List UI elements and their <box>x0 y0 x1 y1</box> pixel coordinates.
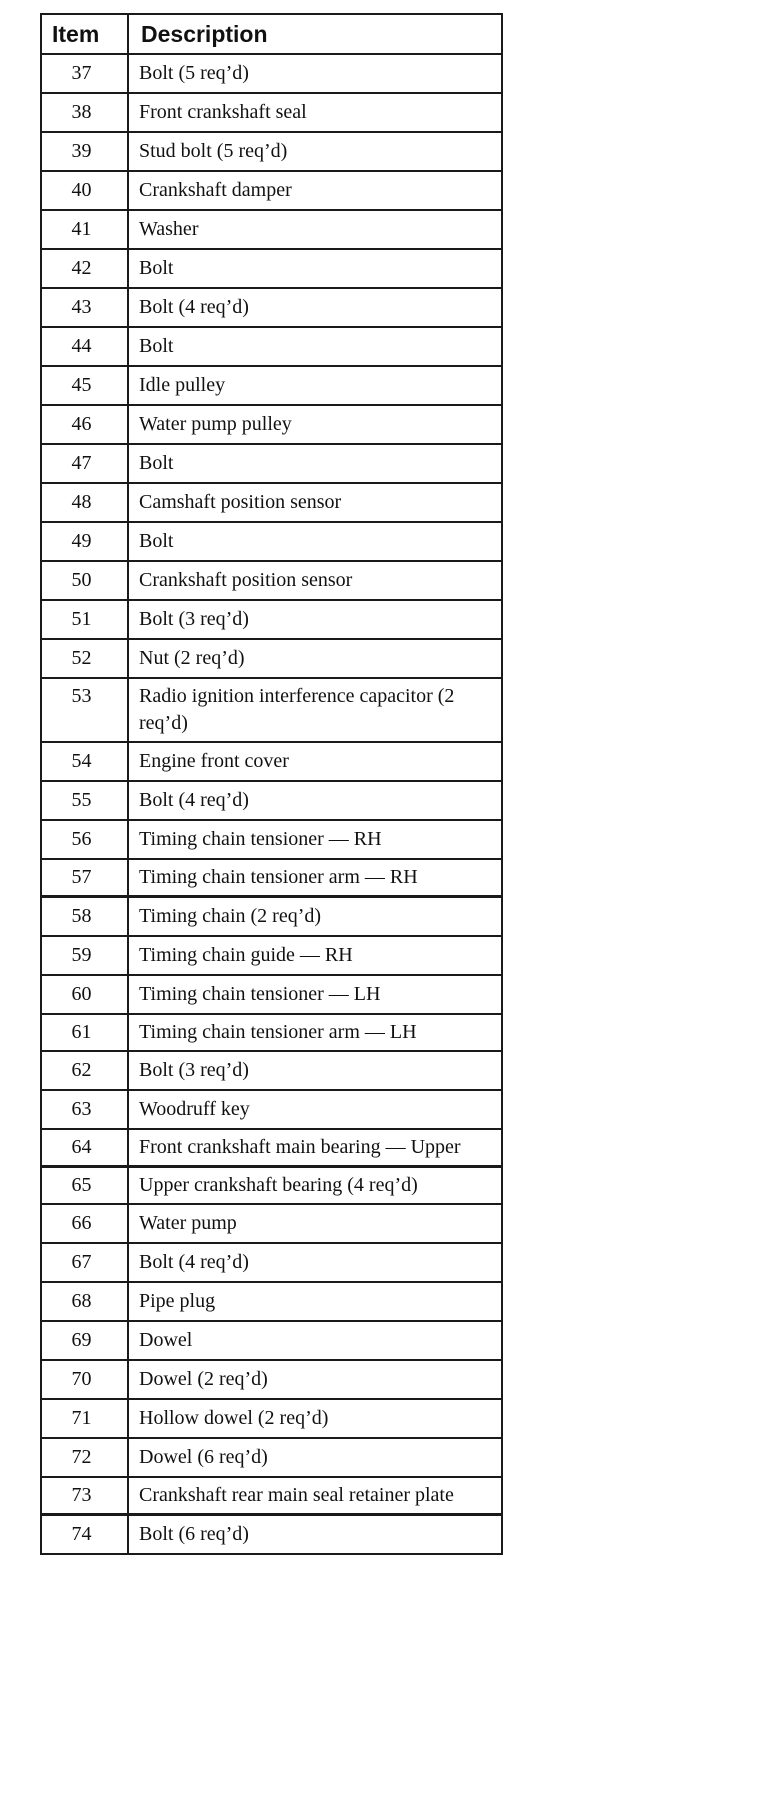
item-number: 54 <box>41 742 128 781</box>
item-number: 74 <box>41 1515 128 1555</box>
item-description: Crankshaft damper <box>128 171 502 210</box>
table-row <box>41 54 502 93</box>
table-row <box>41 444 502 483</box>
item-description: Washer <box>128 210 502 249</box>
item-description: Timing chain tensioner arm — RH <box>128 859 502 897</box>
header-row <box>41 14 502 54</box>
table-row <box>41 1321 502 1360</box>
item-description: Dowel (2 req’d) <box>128 1360 502 1399</box>
item-description: Idle pulley <box>128 366 502 405</box>
item-number: 68 <box>41 1282 128 1321</box>
item-description: Camshaft position sensor <box>128 483 502 522</box>
table-row <box>41 171 502 210</box>
table-row <box>41 742 502 781</box>
table-row <box>41 1515 502 1555</box>
item-description: Engine front cover <box>128 742 502 781</box>
item-number: 43 <box>41 288 128 327</box>
table-row <box>41 483 502 522</box>
item-number: 47 <box>41 444 128 483</box>
item-description: Crankshaft position sensor <box>128 561 502 600</box>
table-row <box>41 1360 502 1399</box>
item-number: 60 <box>41 975 128 1014</box>
item-number: 53 <box>41 678 128 742</box>
table-row <box>41 678 502 742</box>
item-number: 42 <box>41 249 128 288</box>
item-number: 67 <box>41 1243 128 1282</box>
table-row <box>41 327 502 366</box>
item-number: 61 <box>41 1014 128 1051</box>
table-row <box>41 820 502 859</box>
table-row <box>41 1477 502 1515</box>
item-description: Bolt (4 req’d) <box>128 781 502 820</box>
item-description: Timing chain guide — RH <box>128 936 502 975</box>
table-row <box>41 93 502 132</box>
item-description: Stud bolt (5 req’d) <box>128 132 502 171</box>
item-number: 37 <box>41 54 128 93</box>
item-number: 45 <box>41 366 128 405</box>
table-row <box>41 249 502 288</box>
item-number: 63 <box>41 1090 128 1129</box>
item-number: 57 <box>41 859 128 897</box>
item-number: 73 <box>41 1477 128 1515</box>
item-description: Front crankshaft seal <box>128 93 502 132</box>
table-row <box>41 366 502 405</box>
item-number: 52 <box>41 639 128 678</box>
table-row <box>41 405 502 444</box>
table-row <box>41 210 502 249</box>
item-description: Bolt (4 req’d) <box>128 1243 502 1282</box>
table-row <box>41 600 502 639</box>
description-column-header: Description <box>128 14 502 54</box>
item-number: 38 <box>41 93 128 132</box>
item-number: 49 <box>41 522 128 561</box>
table-row <box>41 522 502 561</box>
item-number: 64 <box>41 1129 128 1167</box>
item-description: Timing chain tensioner — LH <box>128 975 502 1014</box>
item-description: Timing chain tensioner — RH <box>128 820 502 859</box>
item-description: Bolt <box>128 522 502 561</box>
item-description: Bolt <box>128 249 502 288</box>
item-column-header: Item <box>41 14 128 54</box>
item-description: Water pump <box>128 1204 502 1243</box>
item-number: 58 <box>41 897 128 937</box>
table-row <box>41 1282 502 1321</box>
item-number: 46 <box>41 405 128 444</box>
item-number: 70 <box>41 1360 128 1399</box>
item-description: Water pump pulley <box>128 405 502 444</box>
item-description: Bolt (3 req’d) <box>128 600 502 639</box>
table-row <box>41 561 502 600</box>
table-row <box>41 1014 502 1051</box>
item-number: 41 <box>41 210 128 249</box>
table-row <box>41 1090 502 1129</box>
table-row <box>41 639 502 678</box>
item-description: Hollow dowel (2 req’d) <box>128 1399 502 1438</box>
item-description: Front crankshaft main bearing — Upper <box>128 1129 502 1167</box>
table-row <box>41 975 502 1014</box>
item-description: Dowel <box>128 1321 502 1360</box>
item-description: Pipe plug <box>128 1282 502 1321</box>
table-row <box>41 859 502 897</box>
table-row <box>41 132 502 171</box>
item-number: 69 <box>41 1321 128 1360</box>
item-description: Timing chain (2 req’d) <box>128 897 502 937</box>
item-number: 72 <box>41 1438 128 1477</box>
item-number: 59 <box>41 936 128 975</box>
table-row <box>41 781 502 820</box>
item-description: Bolt (5 req’d) <box>128 54 502 93</box>
table-row <box>41 1243 502 1282</box>
item-description: Bolt (6 req’d) <box>128 1515 502 1555</box>
table-row <box>41 1051 502 1090</box>
item-description: Radio ignition interference capacitor (2 req’d) <box>128 678 502 742</box>
table-row <box>41 1399 502 1438</box>
item-number: 44 <box>41 327 128 366</box>
table-row <box>41 1438 502 1477</box>
parts-table <box>40 13 503 1555</box>
table-row <box>41 1167 502 1205</box>
item-number: 62 <box>41 1051 128 1090</box>
table-header <box>41 14 502 54</box>
table-row <box>41 936 502 975</box>
item-description: Timing chain tensioner arm — LH <box>128 1014 502 1051</box>
item-number: 51 <box>41 600 128 639</box>
item-description: Bolt (3 req’d) <box>128 1051 502 1090</box>
table-body <box>41 54 502 1554</box>
item-description: Woodruff key <box>128 1090 502 1129</box>
table-row <box>41 288 502 327</box>
item-number: 65 <box>41 1167 128 1205</box>
item-number: 39 <box>41 132 128 171</box>
item-description: Bolt (4 req’d) <box>128 288 502 327</box>
item-number: 40 <box>41 171 128 210</box>
item-description: Nut (2 req’d) <box>128 639 502 678</box>
table-row <box>41 897 502 937</box>
item-description: Upper crankshaft bearing (4 req’d) <box>128 1167 502 1205</box>
item-description: Bolt <box>128 327 502 366</box>
table-row <box>41 1204 502 1243</box>
item-number: 55 <box>41 781 128 820</box>
item-number: 56 <box>41 820 128 859</box>
item-description: Bolt <box>128 444 502 483</box>
item-number: 48 <box>41 483 128 522</box>
item-number: 50 <box>41 561 128 600</box>
item-description: Dowel (6 req’d) <box>128 1438 502 1477</box>
item-number: 66 <box>41 1204 128 1243</box>
item-number: 71 <box>41 1399 128 1438</box>
item-description: Crankshaft rear main seal retainer plate <box>128 1477 502 1515</box>
table-row <box>41 1129 502 1167</box>
